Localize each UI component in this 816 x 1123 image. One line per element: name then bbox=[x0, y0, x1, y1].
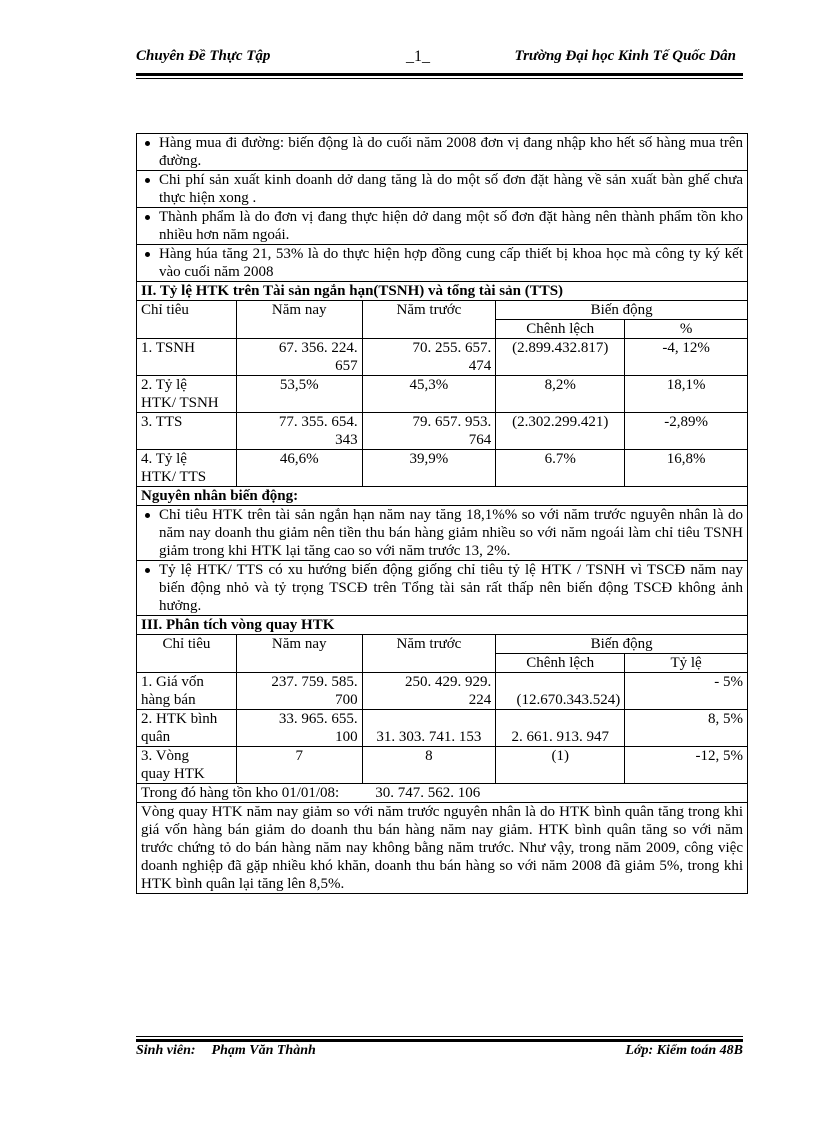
bullet-icon bbox=[145, 215, 150, 220]
section2-title: II. Tỷ lệ HTK trên Tài sản ngắn hạn(TSNH) và tổng tài sản (TTS) bbox=[137, 282, 748, 301]
cell-value: 67. 356. 224. 657 bbox=[236, 339, 362, 376]
cell-value: 53,5% bbox=[236, 376, 362, 413]
conclusion-text: Vòng quay HTK năm nay giảm so với năm trước nguyên nhân là do HTK bình quân tăng trong khi giá vốn hàng bán giảm do doanh thu bán hàng năm nay giảm. HTK bình quân tăng so với năm trước chứng tỏ do bán hàng năm nay không bằng năm trước. Như vậy, trong năm 2009, công việc doanh nghiệp đã gặp nhiều khó khăn, doanh thu bán hàng so với năm 2008 đã giảm 5%, trong khi HTK bình quân lại tăng lên 8,5%. bbox=[137, 803, 748, 894]
header-right: Trường Đại học Kinh Tế Quốc Dân bbox=[514, 48, 736, 64]
table-row bbox=[137, 413, 748, 450]
cell-value: (2.899.432.817) bbox=[496, 339, 625, 376]
bullet-text: Tỷ lệ HTK/ TTS có xu hướng biến động giống chỉ tiêu tỷ lệ HTK / TSNH vì TSCĐ năm nay biến động nhỏ và tỷ trọng TSCĐ trên Tổng tài sản rất thấp nên biến động TSCĐ không ảnh hưởng. bbox=[159, 562, 743, 614]
bullet-text: Hàng húa tăng 21, 53% là do thực hiện hợp đồng cung cấp thiết bị khoa học mà công ty ký kết vào cuối năm 2008 bbox=[159, 246, 743, 280]
cell-value: 6.7% bbox=[496, 450, 625, 487]
cell-value: (1) bbox=[496, 747, 625, 784]
cell-value: 18,1% bbox=[625, 376, 748, 413]
cell-value: (12.670.343.524) bbox=[496, 673, 625, 710]
col-subheader: Chênh lệch bbox=[496, 320, 625, 339]
cell-value: - 5% bbox=[625, 673, 748, 710]
row-label: 2. Tỷ lệ HTK/ TSNH bbox=[137, 376, 237, 413]
bullet-row bbox=[137, 134, 748, 171]
cell-value: 8,2% bbox=[496, 376, 625, 413]
col-subheader: % bbox=[625, 320, 748, 339]
header-left: Chuyên Đề Thực Tập bbox=[136, 48, 271, 64]
bullet-row bbox=[137, 171, 748, 208]
cell-value: 16,8% bbox=[625, 450, 748, 487]
bullet-text: Hàng mua đi đường: biến động là do cuối năm 2008 đơn vị đang nhập kho hết số hàng mua trên đường. bbox=[159, 135, 743, 169]
cell-value: 45,3% bbox=[362, 376, 496, 413]
bullet-row bbox=[137, 506, 748, 561]
col-header: Chỉ tiêu bbox=[137, 301, 237, 339]
bullet-icon bbox=[145, 141, 150, 146]
row-label: 4. Tỷ lệ HTK/ TTS bbox=[137, 450, 237, 487]
row-label: 2. HTK bình quân bbox=[137, 710, 237, 747]
bullet-row bbox=[137, 208, 748, 245]
page-number: _1_ bbox=[406, 48, 430, 65]
table-row bbox=[137, 376, 748, 413]
cell-value: -2,89% bbox=[625, 413, 748, 450]
footer-rule-thin bbox=[136, 1036, 743, 1037]
col-header: Năm trước bbox=[362, 301, 496, 339]
inventory-row: Trong đó hàng tồn kho 01/01/08: 30. 747. 562. 106 bbox=[137, 784, 748, 803]
bullet-text: Chỉ tiêu HTK trên tài sản ngắn hạn năm nay tăng 18,1%% so với năm trước nguyên nhân là do năm nay doanh thu giảm nên tiền thu bán hàng giảm nhiều so với năm ngoái làm chỉ tiêu TSNH giảm trong khi HTK lại tăng cao so với năm trước 13, 2%. bbox=[159, 507, 743, 559]
table-row bbox=[137, 710, 748, 747]
col-subheader: Chênh lệch bbox=[496, 654, 625, 673]
cell-value: 8 bbox=[362, 747, 496, 784]
cell-value: 31. 303. 741. 153 bbox=[362, 710, 496, 747]
class-label: Lớp: Kiểm toán 48B bbox=[625, 1043, 743, 1058]
page-header bbox=[136, 48, 736, 70]
bullet-row bbox=[137, 245, 748, 282]
bullet-row bbox=[137, 561, 748, 616]
cell-value: 8, 5% bbox=[625, 710, 748, 747]
col-header: Năm trước bbox=[362, 635, 496, 673]
col-header: Năm nay bbox=[236, 301, 362, 339]
row-label: 1. TSNH bbox=[137, 339, 237, 376]
col-header: Chỉ tiêu bbox=[137, 635, 237, 673]
cell-value: -4, 12% bbox=[625, 339, 748, 376]
section3-title: III. Phân tích vòng quay HTK bbox=[137, 616, 748, 635]
cell-value: 2. 661. 913. 947 bbox=[496, 710, 625, 747]
cell-value: 39,9% bbox=[362, 450, 496, 487]
table-row bbox=[137, 450, 748, 487]
cell-value: -12, 5% bbox=[625, 747, 748, 784]
bullet-icon bbox=[145, 513, 150, 518]
bullet-icon bbox=[145, 178, 150, 183]
cell-value: 77. 355. 654. 343 bbox=[236, 413, 362, 450]
bullet-text: Chi phí sản xuất kinh doanh dở dang tăng là do một số đơn đặt hàng về sản xuất bàn ghế chưa thực hiện xong . bbox=[159, 172, 743, 206]
page-footer bbox=[136, 1043, 743, 1063]
cause-title: Nguyên nhân biến động: bbox=[137, 487, 748, 506]
row-label: 3. Vòng quay HTK bbox=[137, 747, 237, 784]
cell-value: 250. 429. 929. 224 bbox=[362, 673, 496, 710]
student-name: Phạm Văn Thành bbox=[211, 1043, 316, 1058]
table-row bbox=[137, 747, 748, 784]
cell-value: (2.302.299.421) bbox=[496, 413, 625, 450]
analysis-table bbox=[136, 133, 748, 894]
student-label: Sinh viên: bbox=[136, 1043, 196, 1058]
row-label: 3. TTS bbox=[137, 413, 237, 450]
bullet-text: Thành phẩm là do đơn vị đang thực hiện dở dang một số đơn đặt hàng nên thành phẩm tồn kho nhiều hơn năm ngoái. bbox=[159, 209, 743, 243]
cell-value: 79. 657. 953. 764 bbox=[362, 413, 496, 450]
bullet-icon bbox=[145, 252, 150, 257]
table-row bbox=[137, 339, 748, 376]
footer-rule bbox=[136, 1039, 743, 1042]
cell-value: 33. 965. 655. 100 bbox=[236, 710, 362, 747]
row-label: 1. Giá vốn hàng bán bbox=[137, 673, 237, 710]
cell-value: 70. 255. 657. 474 bbox=[362, 339, 496, 376]
header-rule-thin bbox=[136, 78, 743, 79]
table-row bbox=[137, 673, 748, 710]
header-rule bbox=[136, 73, 743, 76]
col-header: Biến động bbox=[496, 301, 748, 320]
col-header: Năm nay bbox=[236, 635, 362, 673]
cell-value: 237. 759. 585. 700 bbox=[236, 673, 362, 710]
cell-value: 7 bbox=[236, 747, 362, 784]
col-header: Biến động bbox=[496, 635, 748, 654]
col-subheader: Tỷ lệ bbox=[625, 654, 748, 673]
bullet-icon bbox=[145, 568, 150, 573]
cell-value: 46,6% bbox=[236, 450, 362, 487]
